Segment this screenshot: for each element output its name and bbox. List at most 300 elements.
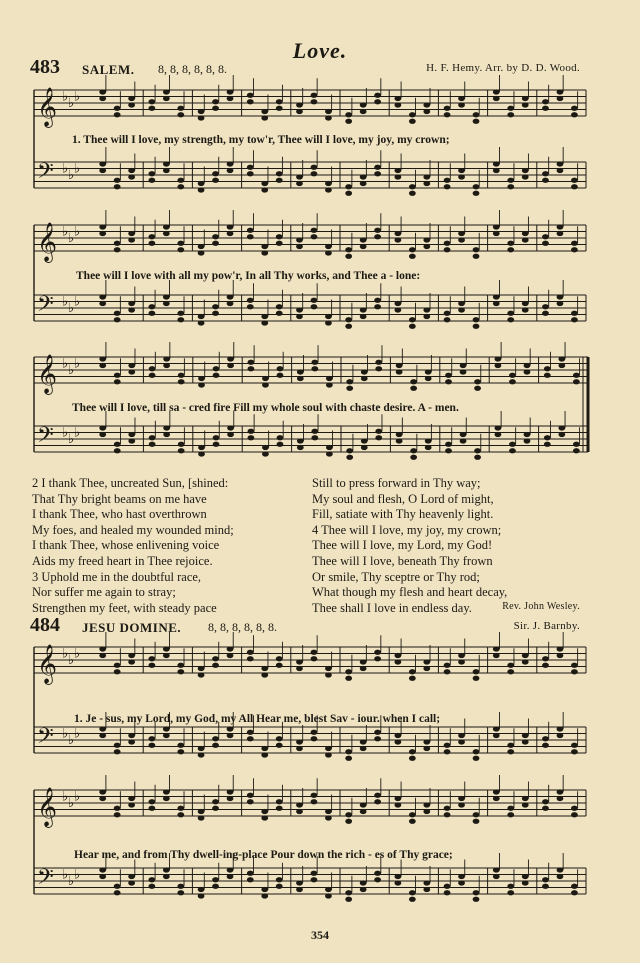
note-head <box>296 109 303 114</box>
note-head <box>311 435 318 440</box>
note-head <box>311 171 318 176</box>
note-head <box>163 168 170 173</box>
note-head <box>128 739 135 744</box>
note-head <box>276 106 283 111</box>
note-head <box>345 191 352 196</box>
note-head <box>163 231 170 236</box>
hymn-number: 484 <box>30 614 60 636</box>
note-head <box>544 366 551 371</box>
note-head <box>148 656 155 661</box>
flat-sign: ♭ <box>74 161 81 177</box>
note-head <box>444 890 451 895</box>
note-head <box>542 241 549 246</box>
note-head <box>325 746 332 751</box>
note-head <box>507 241 514 246</box>
note-head <box>198 109 205 114</box>
note-head <box>345 247 352 252</box>
note-head <box>493 294 500 299</box>
flat-sign: ♭ <box>62 425 69 441</box>
note-head <box>522 301 529 306</box>
note-head <box>247 93 254 98</box>
note-head <box>493 168 500 173</box>
note-head <box>374 171 381 176</box>
note-head <box>163 653 170 658</box>
note-head <box>522 307 529 312</box>
note-head <box>114 806 121 811</box>
note-head <box>374 228 381 233</box>
note-head <box>128 363 135 368</box>
meter: 8, 8, 8, 8, 8, 8. <box>208 620 277 634</box>
note-head <box>557 789 564 794</box>
note-head <box>177 890 184 895</box>
note-head <box>326 445 333 450</box>
note-head <box>375 429 382 434</box>
note-head <box>361 445 368 450</box>
note-head <box>198 893 205 898</box>
note-head <box>261 887 268 892</box>
note-head <box>346 448 353 453</box>
note-head <box>128 174 135 179</box>
note-head <box>444 669 451 674</box>
note-head <box>99 168 106 173</box>
note-head <box>394 880 401 885</box>
lyric-line: Thee will I love, till sa - cred fire Fill my whole soul with chaste desire. A - men. <box>72 402 459 414</box>
note-head <box>311 165 318 170</box>
note-head <box>276 877 283 882</box>
note-head <box>410 455 417 460</box>
note-head <box>557 726 564 731</box>
note-head <box>409 112 416 117</box>
note-head <box>198 672 205 677</box>
note-head <box>558 425 565 430</box>
note-head <box>409 812 416 817</box>
note-head <box>198 815 205 820</box>
note-head <box>423 802 430 807</box>
note-head <box>444 247 451 252</box>
note-head <box>360 666 367 671</box>
note-head <box>99 89 106 94</box>
note-head <box>212 311 219 316</box>
note-head <box>542 106 549 111</box>
verses-left-column <box>32 476 234 616</box>
note-head <box>99 96 106 101</box>
note-head <box>423 181 430 186</box>
flat-sign: ♭ <box>68 362 75 378</box>
note-head <box>311 228 318 233</box>
note-head <box>177 241 184 246</box>
note-head <box>571 311 578 316</box>
note-head <box>493 646 500 651</box>
note-head <box>99 733 106 738</box>
note-head <box>493 96 500 101</box>
note-head <box>423 739 430 744</box>
hymn-number: 483 <box>30 56 60 78</box>
note-head <box>507 669 514 674</box>
note-head <box>360 659 367 664</box>
note-head <box>473 119 480 124</box>
note-head <box>375 435 382 440</box>
note-head <box>522 659 529 664</box>
note-head <box>374 656 381 661</box>
note-head <box>227 224 234 229</box>
note-head <box>458 96 465 101</box>
note-head <box>557 224 564 229</box>
note-head <box>557 231 564 236</box>
note-head <box>247 877 254 882</box>
note-head <box>128 802 135 807</box>
note-head <box>99 726 106 731</box>
note-head <box>444 663 451 668</box>
note-head <box>409 184 416 189</box>
note-head <box>473 247 480 252</box>
note-head <box>473 890 480 895</box>
note-head <box>473 191 480 196</box>
note-head <box>296 659 303 664</box>
note-head <box>346 386 353 391</box>
note-head <box>360 237 367 242</box>
note-head <box>261 752 268 757</box>
note-head <box>409 897 416 902</box>
note-head <box>522 237 529 242</box>
note-head <box>198 115 205 120</box>
note-head <box>473 317 480 322</box>
note-head <box>128 432 135 437</box>
note-head <box>227 356 234 361</box>
note-head <box>493 653 500 658</box>
note-head <box>276 799 283 804</box>
note-head <box>276 241 283 246</box>
verse-line: My soul and flesh, O Lord of might, <box>312 491 494 506</box>
note-head <box>394 739 401 744</box>
note-head <box>163 789 170 794</box>
note-head <box>248 429 255 434</box>
note-head <box>493 224 500 229</box>
note-head <box>212 178 219 183</box>
note-head <box>296 237 303 242</box>
note-head <box>423 244 430 249</box>
note-head <box>325 809 332 814</box>
note-head <box>247 730 254 735</box>
note-head <box>360 181 367 186</box>
note-head <box>423 880 430 885</box>
note-head <box>345 756 352 761</box>
note-head <box>114 178 121 183</box>
note-head <box>276 656 283 661</box>
note-head <box>473 819 480 824</box>
note-head <box>458 237 465 242</box>
note-head <box>409 247 416 252</box>
text-attribution: Rev. John Wesley. <box>502 601 580 612</box>
note-head <box>458 880 465 885</box>
note-head <box>114 379 121 384</box>
note-head <box>445 373 452 378</box>
note-head <box>374 298 381 303</box>
note-head <box>542 806 549 811</box>
note-head <box>458 733 465 738</box>
note-head <box>149 442 156 447</box>
note-head <box>544 373 551 378</box>
note-head <box>178 373 185 378</box>
note-head <box>276 234 283 239</box>
note-head <box>311 793 318 798</box>
note-head <box>571 112 578 117</box>
note-head <box>458 168 465 173</box>
verse-line: My foes, and healed my wounded mind; <box>32 522 234 537</box>
note-head <box>163 161 170 166</box>
note-head <box>345 119 352 124</box>
note-head <box>394 307 401 312</box>
note-head <box>542 656 549 661</box>
note-head <box>571 884 578 889</box>
note-head <box>507 178 514 183</box>
note-head <box>296 307 303 312</box>
note-head <box>423 659 430 664</box>
note-head <box>198 181 205 186</box>
flat-sign: ♭ <box>74 646 81 662</box>
note-head <box>311 871 318 876</box>
note-head <box>394 174 401 179</box>
section-title: Love. <box>292 38 348 63</box>
lyric-line: Thee will I love with all my pow'r, In all Thy works, and Thee a - lone: <box>76 270 421 282</box>
note-head <box>345 819 352 824</box>
note-head <box>542 799 549 804</box>
note-head <box>460 369 467 374</box>
note-head <box>325 244 332 249</box>
note-head <box>394 802 401 807</box>
note-head <box>557 653 564 658</box>
note-head <box>163 301 170 306</box>
note-head <box>114 311 121 316</box>
note-head <box>277 435 284 440</box>
flat-sign: ♭ <box>74 726 81 742</box>
note-head <box>509 442 516 447</box>
lyric-line: 1. Thee will I love, my strength, my tow'r, Thee will I love, my joy, my crown; <box>72 134 450 146</box>
note-head <box>394 237 401 242</box>
note-head <box>394 874 401 879</box>
note-head <box>522 102 529 107</box>
note-head <box>493 796 500 801</box>
note-head <box>474 386 481 391</box>
note-head <box>345 812 352 817</box>
flat-sign: ♭ <box>68 167 75 183</box>
note-head <box>177 806 184 811</box>
note-head <box>212 799 219 804</box>
note-head <box>212 806 219 811</box>
note-head <box>296 887 303 892</box>
note-head <box>493 874 500 879</box>
note-head <box>571 184 578 189</box>
note-head <box>227 867 234 872</box>
note-head <box>542 171 549 176</box>
note-head <box>509 373 516 378</box>
flat-sign: ♭ <box>74 356 81 372</box>
note-head <box>248 366 255 371</box>
note-head <box>444 749 451 754</box>
note-head <box>444 806 451 811</box>
tune-name: JESU DOMINE. <box>82 620 182 635</box>
note-head <box>277 442 284 447</box>
note-head <box>493 867 500 872</box>
note-head <box>114 373 121 378</box>
note-head <box>261 809 268 814</box>
note-head <box>573 379 580 384</box>
note-head <box>360 174 367 179</box>
note-head <box>163 224 170 229</box>
note-head <box>311 234 318 239</box>
note-head <box>573 442 580 447</box>
note-head <box>346 455 353 460</box>
note-head <box>445 379 452 384</box>
note-head <box>198 752 205 757</box>
note-head <box>148 171 155 176</box>
note-head <box>198 445 205 450</box>
note-head <box>374 650 381 655</box>
note-head <box>458 174 465 179</box>
note-head <box>198 244 205 249</box>
note-head <box>149 366 156 371</box>
note-head <box>261 244 268 249</box>
note-head <box>227 726 234 731</box>
note-head <box>524 432 531 437</box>
note-head <box>571 749 578 754</box>
note-head <box>213 442 220 447</box>
note-head <box>542 234 549 239</box>
note-head <box>325 250 332 255</box>
note-head <box>558 356 565 361</box>
note-head <box>394 96 401 101</box>
note-head <box>227 733 234 738</box>
note-head <box>460 438 467 443</box>
note-head <box>212 99 219 104</box>
note-head <box>557 161 564 166</box>
note-head <box>507 884 514 889</box>
note-head <box>410 386 417 391</box>
flat-sign: ♭ <box>68 873 75 889</box>
note-head <box>99 231 106 236</box>
note-head <box>345 890 352 895</box>
note-head <box>522 880 529 885</box>
note-head <box>458 301 465 306</box>
note-head <box>276 743 283 748</box>
note-head <box>345 324 352 329</box>
note-head <box>198 666 205 671</box>
note-head <box>128 796 135 801</box>
composer: H. F. Hemy. Arr. by D. D. Wood. <box>426 62 580 74</box>
note-head <box>409 819 416 824</box>
verse-line: Strengthen my feet, with steady pace <box>32 600 217 615</box>
note-head <box>507 106 514 111</box>
note-head <box>262 445 269 450</box>
note-head <box>557 874 564 879</box>
note-head <box>394 796 401 801</box>
verse-line: 2 I thank Thee, uncreated Sun, [shined: <box>32 476 229 490</box>
note-head <box>445 442 452 447</box>
verse-line: I thank Thee, who hast overthrown <box>32 507 207 522</box>
note-head <box>148 99 155 104</box>
note-head <box>311 366 318 371</box>
note-head <box>360 880 367 885</box>
note-head <box>507 806 514 811</box>
composer: Sir. J. Barnby. <box>513 620 580 632</box>
note-head <box>212 736 219 741</box>
note-head <box>227 796 234 801</box>
note-head <box>571 106 578 111</box>
note-head <box>177 669 184 674</box>
note-head <box>507 112 514 117</box>
note-head <box>444 311 451 316</box>
note-head <box>325 893 332 898</box>
note-head <box>557 733 564 738</box>
note-head <box>557 646 564 651</box>
verse-line: Or smile, Thy sceptre or Thy rod; <box>312 569 480 584</box>
note-head <box>276 806 283 811</box>
note-head <box>423 887 430 892</box>
note-head <box>458 102 465 107</box>
note-head <box>297 438 304 443</box>
note-head <box>361 376 368 381</box>
note-head <box>409 191 416 196</box>
note-head <box>345 317 352 322</box>
note-head <box>509 379 516 384</box>
note-head <box>99 425 106 430</box>
note-head <box>148 311 155 316</box>
note-head <box>212 241 219 246</box>
note-head <box>509 448 516 453</box>
note-head <box>261 666 268 671</box>
note-head <box>311 99 318 104</box>
flat-sign: ♭ <box>68 431 75 447</box>
note-head <box>247 228 254 233</box>
note-head <box>297 369 304 374</box>
note-head <box>99 789 106 794</box>
note-head <box>460 363 467 368</box>
note-head <box>163 874 170 879</box>
page-number: 354 <box>311 928 329 942</box>
note-head <box>524 438 531 443</box>
note-head <box>114 669 121 674</box>
note-head <box>177 884 184 889</box>
note-head <box>177 112 184 117</box>
note-head <box>198 887 205 892</box>
note-head <box>276 178 283 183</box>
note-head <box>178 448 185 453</box>
note-head <box>473 812 480 817</box>
note-head <box>473 897 480 902</box>
note-head <box>128 438 135 443</box>
note-head <box>507 184 514 189</box>
note-head <box>99 796 106 801</box>
note-head <box>396 438 403 443</box>
flat-sign: ♭ <box>62 867 69 883</box>
note-head <box>460 432 467 437</box>
note-head <box>227 363 234 368</box>
note-head <box>177 178 184 183</box>
note-head <box>247 736 254 741</box>
note-head <box>247 165 254 170</box>
note-head <box>277 373 284 378</box>
note-head <box>297 445 304 450</box>
note-head <box>227 425 234 430</box>
note-head <box>198 382 205 387</box>
note-head <box>212 234 219 239</box>
note-head <box>99 356 106 361</box>
note-head <box>425 438 432 443</box>
note-head <box>128 653 135 658</box>
note-head <box>311 730 318 735</box>
note-head <box>114 890 121 895</box>
note-head <box>423 174 430 179</box>
note-head <box>296 746 303 751</box>
